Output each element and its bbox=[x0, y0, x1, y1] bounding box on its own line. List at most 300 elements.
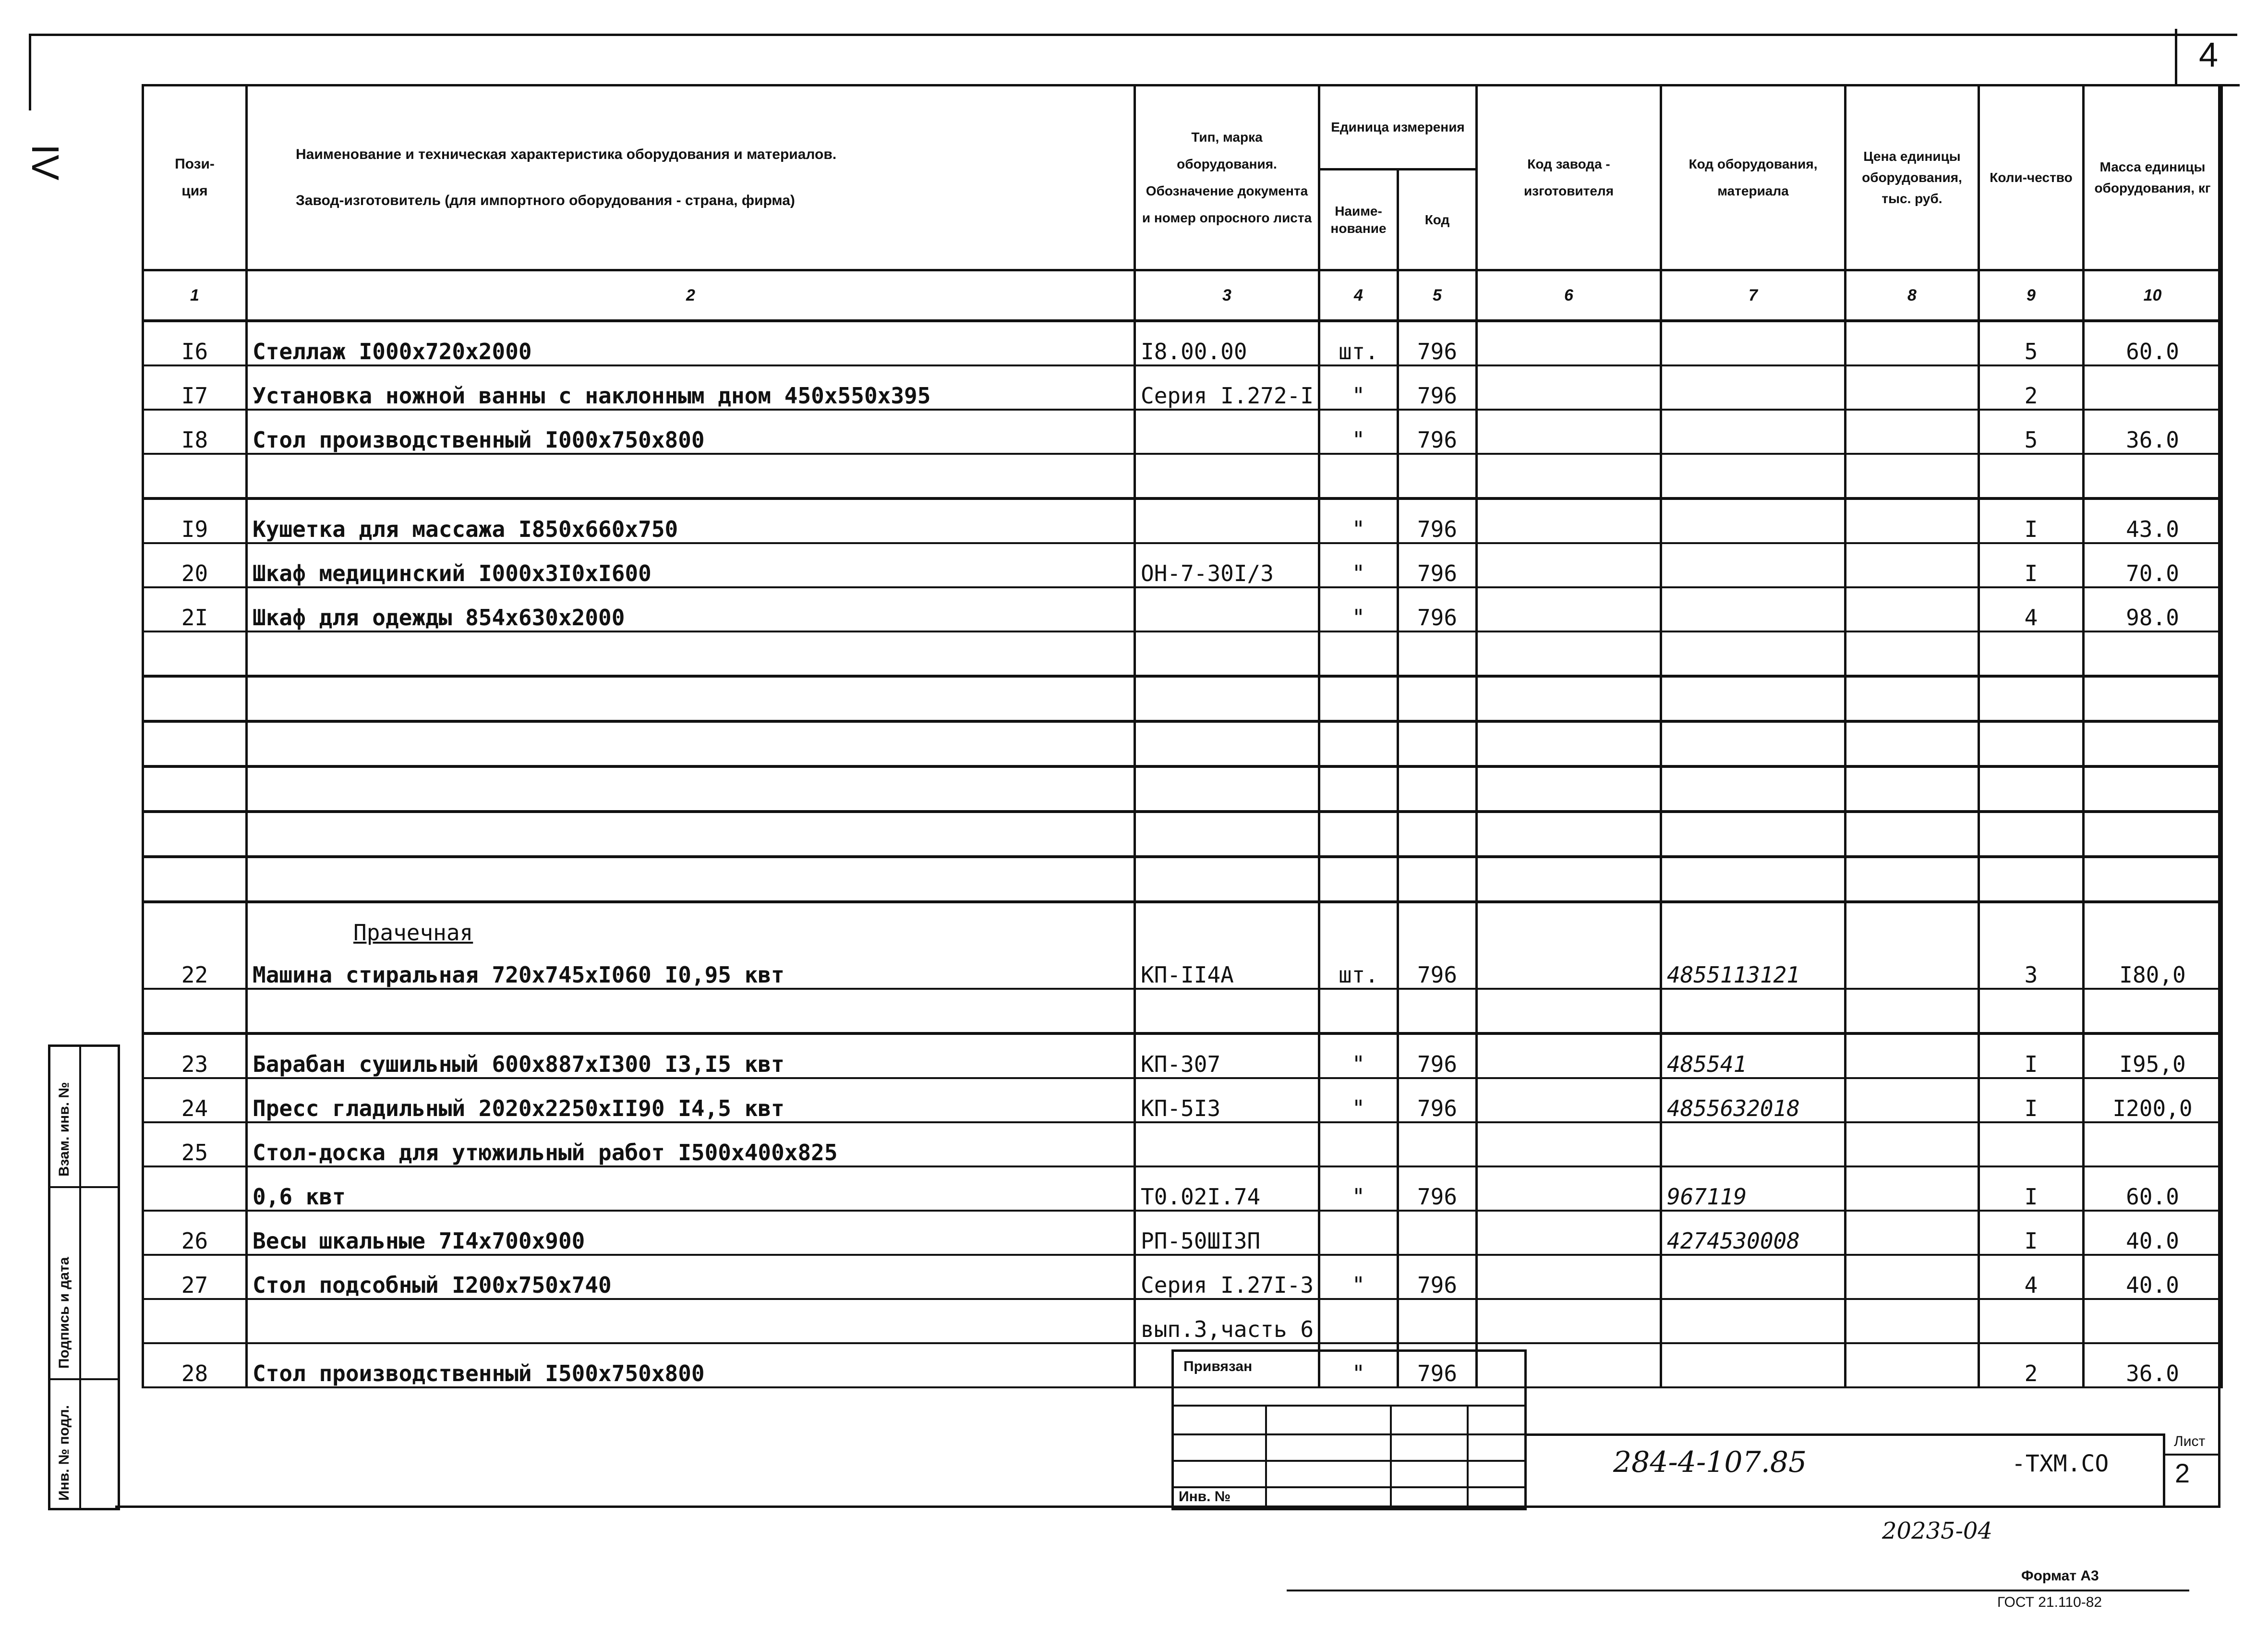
row-mass: 40.0 bbox=[2084, 1211, 2222, 1255]
header-type: Тип, марка оборудования. Обозначение документа и номер опросного листа bbox=[1135, 85, 1319, 270]
row-unit-code: 796 bbox=[1398, 1033, 1477, 1078]
row-mass bbox=[2084, 1299, 2222, 1343]
row-name: Шкаф для одежды 854x630x2000 bbox=[247, 587, 1135, 631]
table-row bbox=[143, 1166, 2222, 1211]
row-type bbox=[1135, 410, 1319, 454]
empty-cell bbox=[1477, 721, 1661, 766]
empty-cell bbox=[2084, 902, 2222, 946]
blank-row bbox=[143, 989, 2222, 1033]
row-unit: шт. bbox=[1319, 946, 1398, 989]
empty-cell bbox=[1477, 676, 1661, 721]
row-position: 27 bbox=[143, 1255, 247, 1299]
row-equipment-code bbox=[1661, 1299, 1846, 1343]
row-factory-code bbox=[1477, 1033, 1661, 1078]
row-factory-code bbox=[1477, 946, 1661, 989]
empty-cell bbox=[1319, 812, 1398, 857]
stamp-grid-line bbox=[1174, 1486, 1524, 1488]
empty-cell bbox=[1319, 676, 1398, 721]
row-position: I8 bbox=[143, 410, 247, 454]
row-name: Барабан сушильный 600x887xI300 I3,I5 квт bbox=[247, 1033, 1135, 1078]
row-mass: 60.0 bbox=[2084, 1166, 2222, 1211]
row-position: 24 bbox=[143, 1078, 247, 1122]
header-unit-name: Наиме-нование bbox=[1319, 170, 1398, 270]
empty-cell bbox=[247, 766, 1135, 812]
empty-cell bbox=[143, 902, 247, 946]
empty-cell bbox=[143, 631, 247, 676]
blank-row bbox=[143, 676, 2222, 721]
row-unit-code: 796 bbox=[1398, 1343, 1477, 1387]
empty-cell bbox=[1661, 631, 1846, 676]
row-unit-code: 796 bbox=[1398, 498, 1477, 543]
header-name bbox=[247, 85, 1135, 270]
column-number: 5 bbox=[1398, 270, 1477, 321]
row-factory-code bbox=[1477, 1211, 1661, 1255]
empty-cell bbox=[1979, 676, 2084, 721]
empty-cell bbox=[1846, 857, 1979, 902]
row-equipment-code bbox=[1661, 1343, 1846, 1387]
column-number: 7 bbox=[1661, 270, 1846, 321]
row-price bbox=[1846, 498, 1979, 543]
empty-cell bbox=[1319, 857, 1398, 902]
table-row bbox=[143, 1033, 2222, 1078]
row-name: Установка ножной ванны с наклонным дном 450x550x395 bbox=[247, 365, 1135, 410]
row-quantity bbox=[1979, 1122, 2084, 1166]
row-factory-code bbox=[1477, 1166, 1661, 1211]
row-type: Т0.02I.74 bbox=[1135, 1166, 1319, 1211]
section-row bbox=[143, 902, 2222, 946]
row-factory-code bbox=[1477, 498, 1661, 543]
empty-cell bbox=[1477, 902, 1661, 946]
row-name: Стеллаж I000x720x2000 bbox=[247, 321, 1135, 365]
row-quantity: I bbox=[1979, 1078, 2084, 1122]
stamp-grid-line bbox=[1467, 1405, 1469, 1508]
column-number: 4 bbox=[1319, 270, 1398, 321]
row-quantity: I bbox=[1979, 543, 2084, 587]
empty-cell bbox=[2084, 989, 2222, 1033]
empty-cell bbox=[143, 857, 247, 902]
row-equipment-code bbox=[1661, 321, 1846, 365]
sidebar-divider bbox=[79, 1047, 81, 1508]
row-type: КП-II4А bbox=[1135, 946, 1319, 989]
empty-cell bbox=[1661, 721, 1846, 766]
sheet-number: 2 bbox=[2175, 1458, 2190, 1488]
header-name-line1: Наименование и техническая характеристика оборудования и материалов. bbox=[296, 146, 837, 162]
empty-cell bbox=[1135, 989, 1319, 1033]
empty-cell bbox=[1319, 454, 1398, 498]
header-position: Пози- ция bbox=[143, 85, 247, 270]
column-number: 6 bbox=[1477, 270, 1661, 321]
row-quantity: 2 bbox=[1979, 1343, 2084, 1387]
row-unit-code: 796 bbox=[1398, 410, 1477, 454]
row-unit bbox=[1319, 1211, 1398, 1255]
row-mass bbox=[2084, 365, 2222, 410]
table-row bbox=[143, 410, 2222, 454]
title-block-line bbox=[1524, 1433, 2163, 1436]
row-equipment-code: 4274530008 bbox=[1661, 1211, 1846, 1255]
empty-cell bbox=[2084, 766, 2222, 812]
blank-row bbox=[143, 766, 2222, 812]
table-row bbox=[143, 1211, 2222, 1255]
row-unit-code bbox=[1398, 1211, 1477, 1255]
column-number: 3 bbox=[1135, 270, 1319, 321]
row-quantity: 3 bbox=[1979, 946, 2084, 989]
sidebar-inv-label: Инв. № подл. bbox=[56, 1405, 72, 1501]
row-quantity: 4 bbox=[1979, 1255, 2084, 1299]
row-price bbox=[1846, 1122, 1979, 1166]
row-unit-code: 796 bbox=[1398, 1255, 1477, 1299]
table-row bbox=[143, 365, 2222, 410]
row-unit-code bbox=[1398, 1122, 1477, 1166]
table-row bbox=[143, 321, 2222, 365]
row-price bbox=[1846, 1299, 1979, 1343]
empty-cell bbox=[1979, 812, 2084, 857]
table-row bbox=[143, 1078, 2222, 1122]
row-price bbox=[1846, 410, 1979, 454]
row-name: Машина стиральная 720x745xI060 I0,95 квт bbox=[247, 946, 1135, 989]
row-position: 2I bbox=[143, 587, 247, 631]
empty-cell bbox=[1661, 454, 1846, 498]
empty-cell bbox=[1135, 721, 1319, 766]
row-mass bbox=[2084, 1122, 2222, 1166]
row-name: Стол подсобный I200x750x740 bbox=[247, 1255, 1135, 1299]
footer-line bbox=[1287, 1590, 2189, 1591]
empty-cell bbox=[1477, 857, 1661, 902]
row-unit-code: 796 bbox=[1398, 543, 1477, 587]
empty-cell bbox=[1398, 454, 1477, 498]
sheet-box-line bbox=[2165, 1454, 2218, 1456]
row-name: Шкаф медицинский I000x3I0xI600 bbox=[247, 543, 1135, 587]
stamp-grid-line bbox=[1174, 1460, 1524, 1462]
row-mass: 40.0 bbox=[2084, 1255, 2222, 1299]
privyazan-stamp bbox=[1171, 1349, 1527, 1510]
row-position bbox=[143, 1299, 247, 1343]
table-row bbox=[143, 498, 2222, 543]
empty-cell bbox=[2084, 812, 2222, 857]
header-unit-code: Код bbox=[1398, 170, 1477, 270]
row-mass: I200,0 bbox=[2084, 1078, 2222, 1122]
empty-cell bbox=[1846, 676, 1979, 721]
empty-cell bbox=[247, 812, 1135, 857]
empty-cell bbox=[1661, 857, 1846, 902]
empty-cell bbox=[1477, 631, 1661, 676]
row-equipment-code bbox=[1661, 587, 1846, 631]
row-equipment-code bbox=[1661, 365, 1846, 410]
row-position bbox=[143, 1166, 247, 1211]
row-mass: 36.0 bbox=[2084, 410, 2222, 454]
empty-cell bbox=[1398, 812, 1477, 857]
blank-row bbox=[143, 631, 2222, 676]
row-position: 28 bbox=[143, 1343, 247, 1387]
empty-cell bbox=[2084, 721, 2222, 766]
row-position: 25 bbox=[143, 1122, 247, 1166]
stamp-grid-line bbox=[1174, 1433, 1524, 1435]
row-equipment-code bbox=[1661, 543, 1846, 587]
empty-cell bbox=[1661, 989, 1846, 1033]
empty-cell bbox=[2084, 857, 2222, 902]
empty-cell bbox=[1135, 454, 1319, 498]
empty-cell bbox=[1398, 902, 1477, 946]
row-factory-code bbox=[1477, 410, 1661, 454]
empty-cell bbox=[1846, 454, 1979, 498]
empty-cell bbox=[1661, 676, 1846, 721]
frame-bottom-line bbox=[115, 1505, 2220, 1508]
row-unit-code: 796 bbox=[1398, 365, 1477, 410]
column-number: 8 bbox=[1846, 270, 1979, 321]
empty-cell bbox=[2084, 454, 2222, 498]
row-unit: " bbox=[1319, 1343, 1398, 1387]
empty-cell bbox=[1477, 766, 1661, 812]
empty-cell bbox=[1398, 721, 1477, 766]
row-position: I7 bbox=[143, 365, 247, 410]
empty-cell bbox=[247, 631, 1135, 676]
blank-row bbox=[143, 812, 2222, 857]
row-mass: 43.0 bbox=[2084, 498, 2222, 543]
inv-number-label: Инв. № bbox=[1179, 1489, 1231, 1505]
empty-cell bbox=[143, 812, 247, 857]
privyazan-label: Привязан bbox=[1183, 1359, 1253, 1374]
header-equipment-code: Код оборудования, материала bbox=[1661, 85, 1846, 270]
empty-cell bbox=[1661, 812, 1846, 857]
empty-cell bbox=[1979, 454, 2084, 498]
gost-label: ГОСТ 21.110-82 bbox=[1997, 1594, 2102, 1610]
empty-cell bbox=[143, 454, 247, 498]
row-mass: 70.0 bbox=[2084, 543, 2222, 587]
empty-cell bbox=[1477, 812, 1661, 857]
sidebar-vzam-label: Взам. инв. № bbox=[56, 1082, 72, 1177]
section-title: Прачечная bbox=[247, 902, 1135, 946]
row-price bbox=[1846, 946, 1979, 989]
row-unit: шт. bbox=[1319, 321, 1398, 365]
empty-cell bbox=[1979, 902, 2084, 946]
row-unit-code: 796 bbox=[1398, 1166, 1477, 1211]
row-unit: " bbox=[1319, 1166, 1398, 1211]
row-equipment-code bbox=[1661, 1122, 1846, 1166]
header-price: Цена единицы оборудования, тыс. руб. bbox=[1846, 85, 1979, 270]
row-type bbox=[1135, 587, 1319, 631]
empty-cell bbox=[1319, 631, 1398, 676]
row-quantity bbox=[1979, 1299, 2084, 1343]
row-type: вып.3,часть 6 bbox=[1135, 1299, 1319, 1343]
empty-cell bbox=[1846, 812, 1979, 857]
empty-cell bbox=[1477, 989, 1661, 1033]
empty-cell bbox=[1979, 766, 2084, 812]
row-equipment-code bbox=[1661, 498, 1846, 543]
document-suffix: -ТХМ.СО bbox=[2012, 1450, 2109, 1477]
row-name: Стол производственный I000x750x800 bbox=[247, 410, 1135, 454]
row-type: Серия I.27I-3 bbox=[1135, 1255, 1319, 1299]
row-unit: " bbox=[1319, 410, 1398, 454]
row-price bbox=[1846, 543, 1979, 587]
sidebar-divider bbox=[50, 1378, 118, 1380]
row-factory-code bbox=[1477, 543, 1661, 587]
row-quantity: I bbox=[1979, 1033, 2084, 1078]
sheet-label: Лист bbox=[2174, 1433, 2206, 1449]
empty-cell bbox=[1846, 721, 1979, 766]
table-row bbox=[143, 1299, 2222, 1343]
empty-cell bbox=[1846, 989, 1979, 1033]
empty-cell bbox=[1135, 766, 1319, 812]
format-label: Формат А3 bbox=[2021, 1568, 2099, 1584]
row-equipment-code: 485541 bbox=[1661, 1033, 1846, 1078]
row-equipment-code bbox=[1661, 410, 1846, 454]
row-name bbox=[247, 1299, 1135, 1343]
row-price bbox=[1846, 321, 1979, 365]
row-price bbox=[1846, 365, 1979, 410]
empty-cell bbox=[1135, 812, 1319, 857]
header-factory-code: Код завода - изготовителя bbox=[1477, 85, 1661, 270]
empty-cell bbox=[1398, 676, 1477, 721]
row-price bbox=[1846, 1078, 1979, 1122]
table-row bbox=[143, 946, 2222, 989]
sheet-box bbox=[2163, 1433, 2220, 1505]
sheet-corner-number: 4 bbox=[2175, 29, 2240, 86]
blank-row bbox=[143, 721, 2222, 766]
row-position: I9 bbox=[143, 498, 247, 543]
empty-cell bbox=[247, 721, 1135, 766]
empty-cell bbox=[1135, 676, 1319, 721]
row-name: Стол производственный I500x750x800 bbox=[247, 1343, 1135, 1387]
empty-cell bbox=[1846, 766, 1979, 812]
empty-cell bbox=[1319, 902, 1398, 946]
row-quantity: I bbox=[1979, 1211, 2084, 1255]
empty-cell bbox=[1135, 857, 1319, 902]
row-position: I6 bbox=[143, 321, 247, 365]
column-number: 9 bbox=[1979, 270, 2084, 321]
header-unit-group: Единица измерения bbox=[1319, 85, 1477, 170]
table-row bbox=[143, 1122, 2222, 1166]
row-price bbox=[1846, 1255, 1979, 1299]
empty-cell bbox=[247, 857, 1135, 902]
row-equipment-code bbox=[1661, 1255, 1846, 1299]
header-quantity: Коли-чество bbox=[1979, 85, 2084, 270]
empty-cell bbox=[143, 676, 247, 721]
row-mass: 36.0 bbox=[2084, 1343, 2222, 1387]
stamp-grid-line bbox=[1265, 1405, 1267, 1508]
frame-top-line bbox=[29, 34, 2237, 36]
empty-cell bbox=[1979, 721, 2084, 766]
table-row bbox=[143, 1255, 2222, 1299]
row-position: 23 bbox=[143, 1033, 247, 1078]
left-margin-mark: IV bbox=[24, 144, 67, 181]
row-quantity: 5 bbox=[1979, 410, 2084, 454]
row-quantity: 5 bbox=[1979, 321, 2084, 365]
row-unit-code bbox=[1398, 1299, 1477, 1343]
row-position: 26 bbox=[143, 1211, 247, 1255]
left-sidebar bbox=[48, 1044, 120, 1510]
document-number: 284-4-107.85 bbox=[1613, 1445, 1807, 1479]
empty-cell bbox=[1135, 631, 1319, 676]
empty-cell bbox=[1846, 902, 1979, 946]
column-number: 2 bbox=[247, 270, 1135, 321]
table-row bbox=[143, 543, 2222, 587]
row-factory-code bbox=[1477, 587, 1661, 631]
row-name: 0,6 квт bbox=[247, 1166, 1135, 1211]
row-price bbox=[1846, 1211, 1979, 1255]
row-unit-code: 796 bbox=[1398, 321, 1477, 365]
empty-cell bbox=[1319, 721, 1398, 766]
row-name: Пресс гладильный 2020x2250xII90 I4,5 квт bbox=[247, 1078, 1135, 1122]
row-unit: " bbox=[1319, 498, 1398, 543]
row-quantity: I bbox=[1979, 498, 2084, 543]
row-unit: " bbox=[1319, 587, 1398, 631]
empty-cell bbox=[1398, 631, 1477, 676]
empty-cell bbox=[2084, 631, 2222, 676]
row-factory-code bbox=[1477, 365, 1661, 410]
row-price bbox=[1846, 1343, 1979, 1387]
blank-row bbox=[143, 454, 2222, 498]
row-factory-code bbox=[1477, 1122, 1661, 1166]
empty-cell bbox=[1398, 857, 1477, 902]
header-name-line2: Завод-изготовитель (для импортного оборудования - страна, фирма) bbox=[296, 193, 795, 208]
empty-cell bbox=[247, 676, 1135, 721]
row-unit-code: 796 bbox=[1398, 946, 1477, 989]
row-mass: I95,0 bbox=[2084, 1033, 2222, 1078]
empty-cell bbox=[143, 989, 247, 1033]
empty-cell bbox=[1319, 766, 1398, 812]
row-type: Серия I.272-I bbox=[1135, 365, 1319, 410]
column-number-row bbox=[143, 270, 2222, 321]
header-mass: Масса единицы оборудования, кг bbox=[2084, 85, 2222, 270]
row-unit: " bbox=[1319, 1078, 1398, 1122]
row-type: КП-5I3 bbox=[1135, 1078, 1319, 1122]
row-type: РП-50ШI3П bbox=[1135, 1211, 1319, 1255]
row-unit: " bbox=[1319, 1033, 1398, 1078]
stamp-grid-line bbox=[1390, 1405, 1392, 1508]
row-unit-code: 796 bbox=[1398, 587, 1477, 631]
row-quantity: I bbox=[1979, 1166, 2084, 1211]
row-equipment-code: 4855632018 bbox=[1661, 1078, 1846, 1122]
row-name: Весы шкальные 7I4x700x900 bbox=[247, 1211, 1135, 1255]
table-row bbox=[143, 587, 2222, 631]
row-type: I8.00.00 bbox=[1135, 321, 1319, 365]
frame-left-tick bbox=[29, 34, 31, 110]
row-unit: " bbox=[1319, 365, 1398, 410]
archive-number: 20235-04 bbox=[1882, 1518, 1992, 1544]
empty-cell bbox=[2084, 676, 2222, 721]
empty-cell bbox=[1477, 454, 1661, 498]
row-factory-code bbox=[1477, 1078, 1661, 1122]
column-number: 10 bbox=[2084, 270, 2222, 321]
empty-cell bbox=[143, 721, 247, 766]
row-quantity: 4 bbox=[1979, 587, 2084, 631]
empty-cell bbox=[1846, 631, 1979, 676]
row-name: Кушетка для массажа I850x660x750 bbox=[247, 498, 1135, 543]
empty-cell bbox=[1979, 857, 2084, 902]
row-quantity: 2 bbox=[1979, 365, 2084, 410]
row-mass: 60.0 bbox=[2084, 321, 2222, 365]
row-unit: " bbox=[1319, 1255, 1398, 1299]
row-price bbox=[1846, 1166, 1979, 1211]
row-unit bbox=[1319, 1122, 1398, 1166]
empty-cell bbox=[247, 989, 1135, 1033]
row-equipment-code: 4855113121 bbox=[1661, 946, 1846, 989]
empty-cell bbox=[247, 454, 1135, 498]
row-factory-code bbox=[1477, 1255, 1661, 1299]
sidebar-signature-label: Подпись и дата bbox=[56, 1257, 72, 1369]
row-type bbox=[1135, 1122, 1319, 1166]
row-equipment-code: 967119 bbox=[1661, 1166, 1846, 1211]
row-factory-code bbox=[1477, 321, 1661, 365]
row-factory-code bbox=[1477, 1299, 1661, 1343]
row-unit bbox=[1319, 1299, 1398, 1343]
row-position: 22 bbox=[143, 946, 247, 989]
sidebar-divider bbox=[50, 1186, 118, 1188]
row-unit: " bbox=[1319, 543, 1398, 587]
row-unit-code: 796 bbox=[1398, 1078, 1477, 1122]
row-mass: I80,0 bbox=[2084, 946, 2222, 989]
stamp-grid-line bbox=[1174, 1405, 1524, 1407]
empty-cell bbox=[1661, 766, 1846, 812]
